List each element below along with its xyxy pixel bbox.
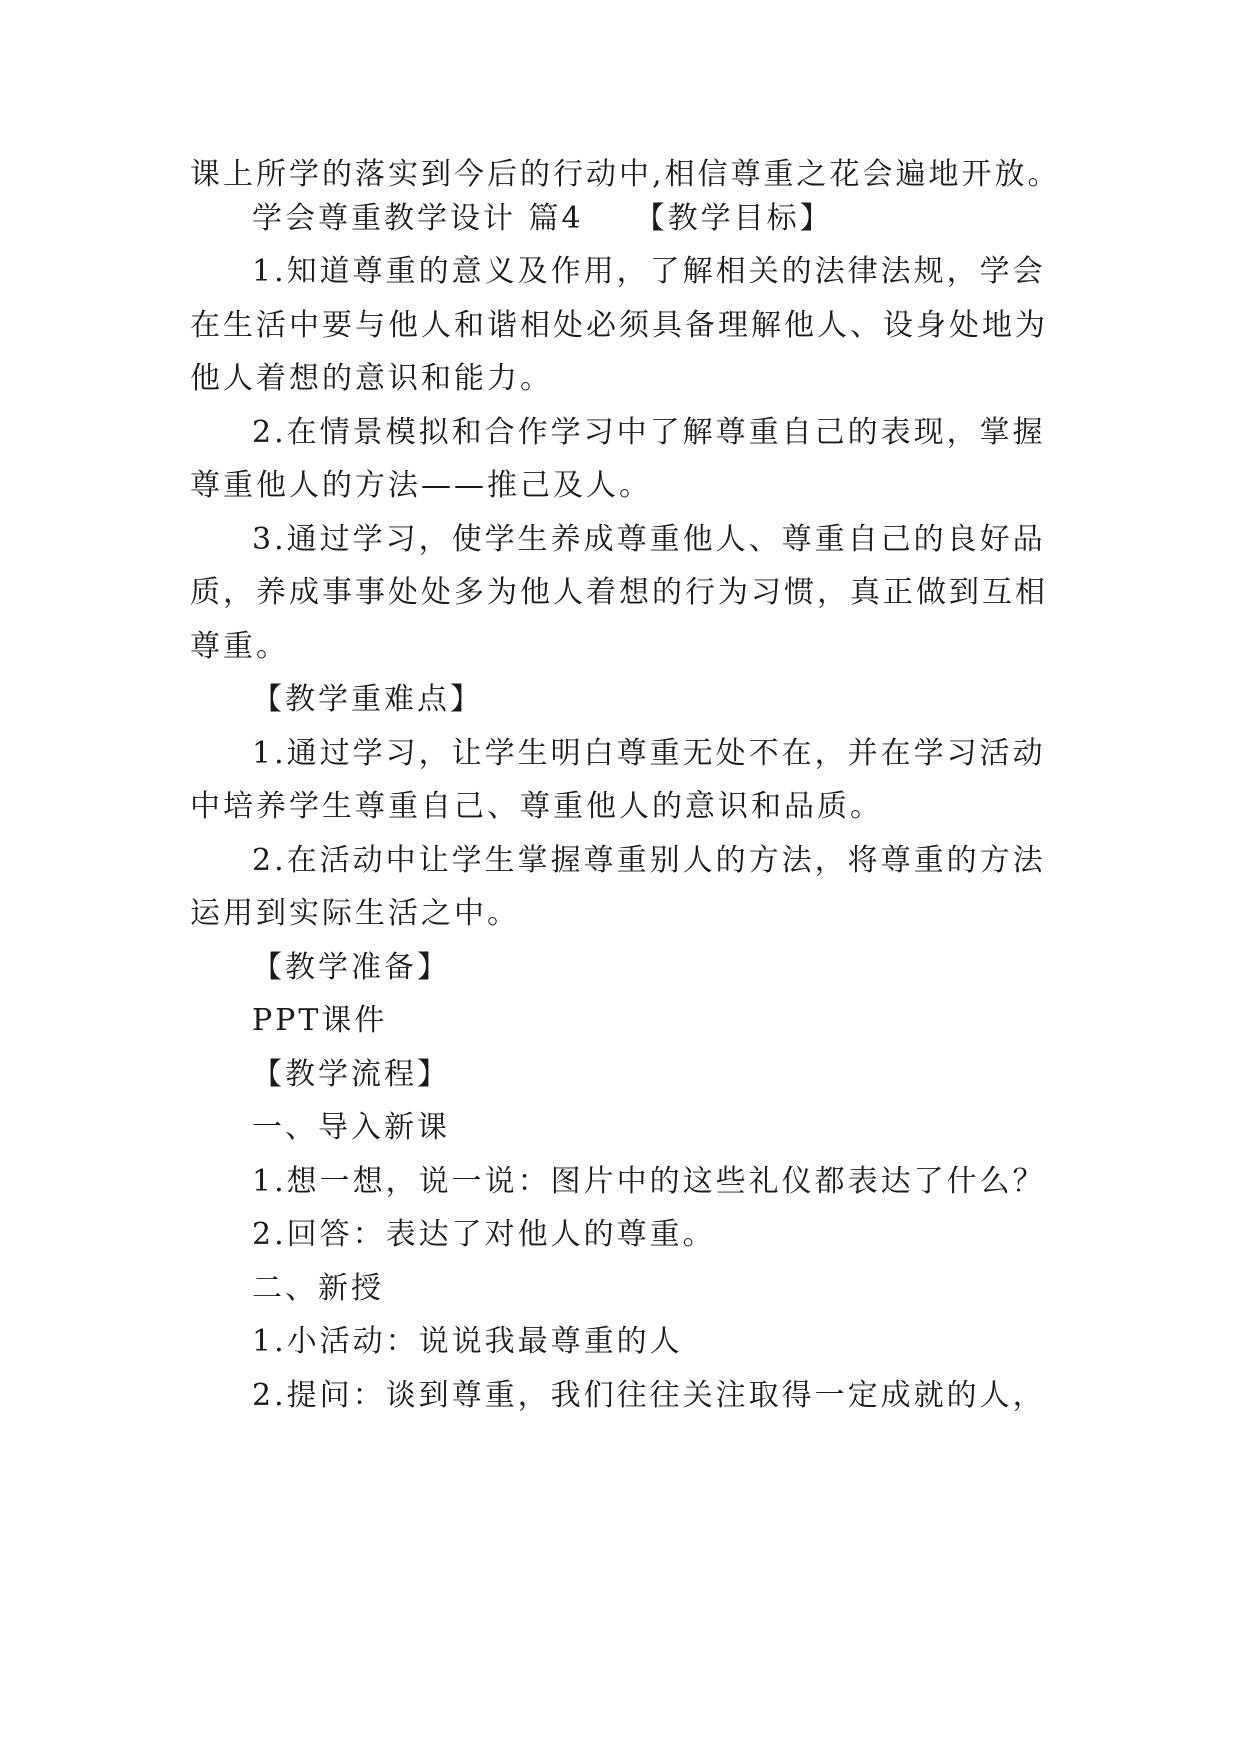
body-text-line: 2.在情景模拟和合作学习中了解尊重自己的表现，掌握 bbox=[252, 415, 1046, 450]
section-heading: 学会尊重教学设计 篇4 【教学目标】 bbox=[252, 201, 833, 236]
section-heading: 【教学流程】 bbox=[252, 1057, 450, 1092]
section-heading: 【教学重难点】 bbox=[252, 682, 483, 717]
body-text-line: 1.小活动：说说我最尊重的人 bbox=[252, 1324, 683, 1359]
subsection-heading: 二、新授 bbox=[252, 1271, 384, 1306]
body-text-line: 运用到实际生活之中。 bbox=[190, 896, 520, 931]
body-text-line: 课上所学的落实到今后的行动中,相信尊重之花会遍地开放。 bbox=[190, 157, 1061, 192]
body-text-line: 1.想一想，说一说：图片中的这些礼仪都表达了什么？ bbox=[252, 1164, 1046, 1199]
body-text-line: 2.在活动中让学生掌握尊重别人的方法，将尊重的方法 bbox=[252, 843, 1046, 878]
body-text-line: 中培养学生尊重自己、尊重他人的意识和品质。 bbox=[190, 789, 883, 824]
body-text-line: 尊重。 bbox=[190, 629, 289, 664]
section-heading: 【教学准备】 bbox=[252, 950, 450, 985]
body-text-line: 质，养成事事处处多为他人着想的行为习惯，真正做到互相 bbox=[190, 575, 1048, 610]
body-text-line: 在生活中要与他人和谐相处必须具备理解他人、设身处地为 bbox=[190, 308, 1048, 343]
subsection-heading: 一、导入新课 bbox=[252, 1110, 450, 1145]
body-text-line: 1.通过学习，让学生明白尊重无处不在，并在学习活动 bbox=[252, 736, 1046, 771]
body-text-line: 他人着想的意识和能力。 bbox=[190, 361, 553, 396]
body-text-line: 尊重他人的方法——推己及人。 bbox=[190, 468, 652, 503]
body-text-line: PPT课件 bbox=[252, 1003, 388, 1038]
body-text-line: 1.知道尊重的意义及作用，了解相关的法律法规，学会 bbox=[252, 254, 1046, 289]
body-text-line: 3.通过学习，使学生养成尊重他人、尊重自己的良好品 bbox=[252, 522, 1046, 557]
body-text-line: 2.回答：表达了对他人的尊重。 bbox=[252, 1217, 716, 1252]
body-text-line: 2.提问：谈到尊重，我们往往关注取得一定成就的人， bbox=[252, 1378, 1046, 1413]
